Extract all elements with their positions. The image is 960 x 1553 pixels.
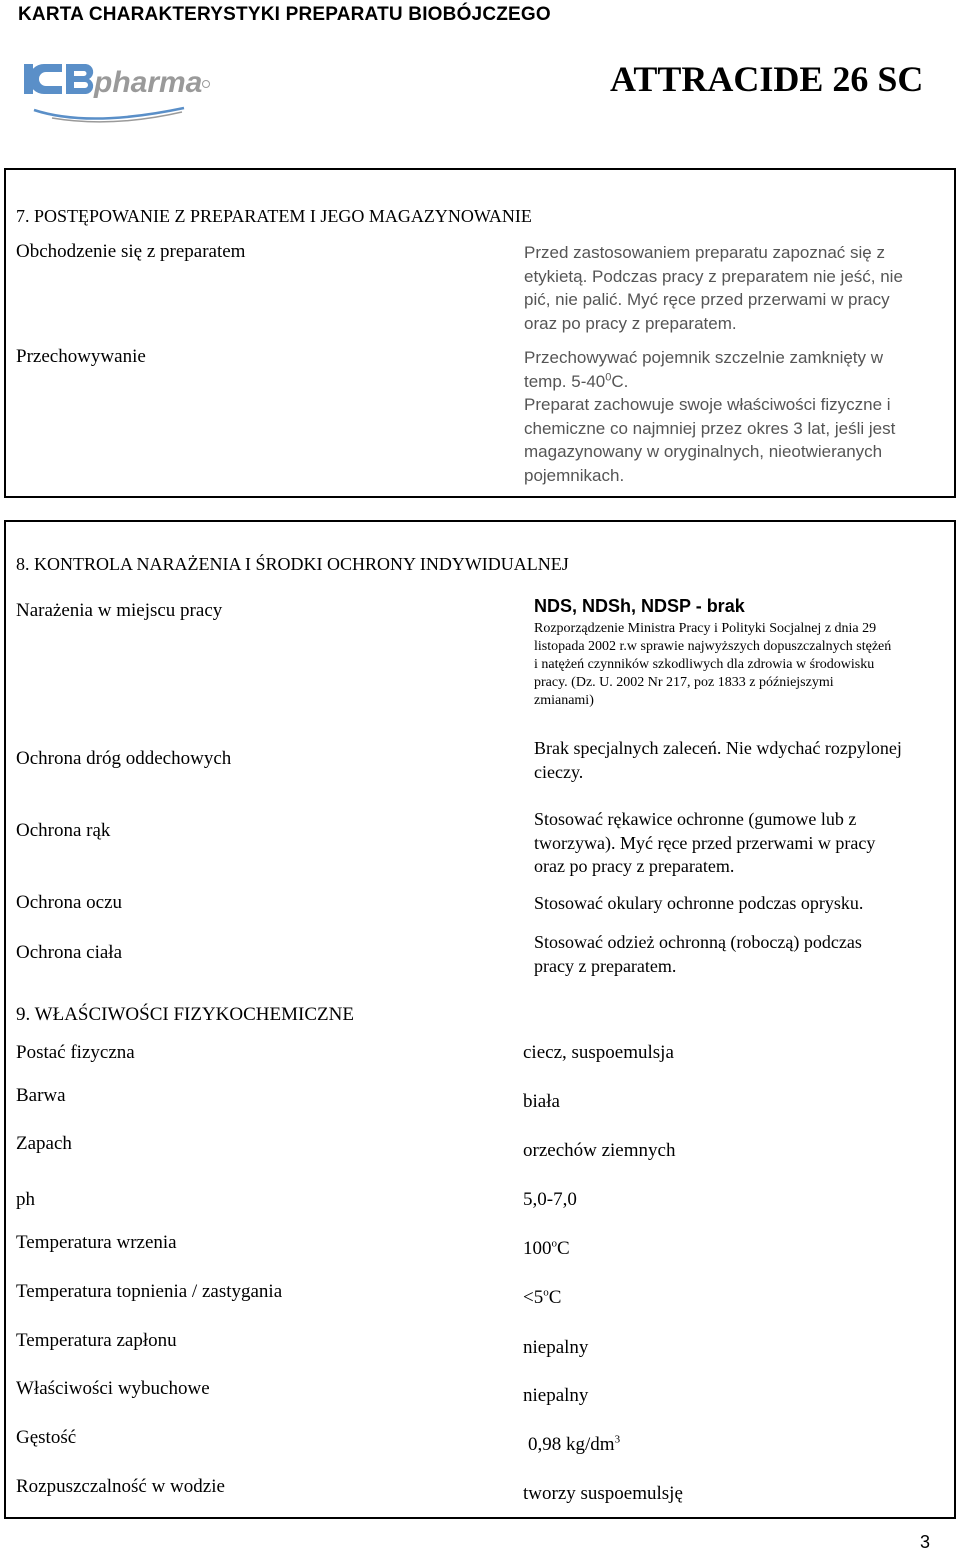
company-logo xyxy=(22,50,222,130)
respiratory-protection-label: Ochrona dróg oddechowych xyxy=(16,748,232,769)
section-9-title: 9. WŁAŚCIWOŚCI FIZYKOCHEMICZNE xyxy=(16,1004,354,1025)
svg-text:pharma: pharma xyxy=(94,66,203,99)
section-7-title: 7. POSTĘPOWANIE Z PREPARATEM I JEGO MAGAZYNOWANIE xyxy=(16,206,532,226)
prop-value-flash: niepalny xyxy=(523,1337,589,1358)
prop-value-explosive: niepalny xyxy=(523,1385,589,1406)
eye-protection-text: Stosować okulary ochronne podczas oprysku. xyxy=(534,893,864,913)
prop-label-form: Postać fizyczna xyxy=(16,1042,135,1063)
exposure-label: Narażenia w miejscu pracy xyxy=(16,600,223,621)
prop-value-odor: orzechów ziemnych xyxy=(523,1140,676,1161)
prop-label-ph: ph xyxy=(16,1189,35,1210)
handling-label: Obchodzenie się z preparatem xyxy=(16,241,246,262)
hand-protection-text: Stosować rękawice ochronne (gumowe lub z tworzywa). Myć ręce przed przerwami w pracy oraz po pracy z preparatem. xyxy=(534,809,876,876)
prop-value-form: ciecz, suspoemulsja xyxy=(523,1042,674,1063)
respiratory-protection-text: Brak specjalnych zaleceń. Nie wdychać rozpylonej cieczy. xyxy=(534,738,902,782)
prop-label-explosive: Właściwości wybuchowe xyxy=(16,1378,210,1399)
prop-label-boiling: Temperatura wrzenia xyxy=(16,1232,177,1253)
body-protection-text: Stosować odzież ochronną (roboczą) podczas pracy z preparatem. xyxy=(534,932,862,976)
handling-text: Przed zastosowaniem preparatu zapoznać się z etykietą. Podczas pracy z preparatem nie jeść, nie pić, nie palić. Myć ręce przed przerwami w pracy oraz po pracy z preparatem. xyxy=(524,243,903,333)
prop-label-color: Barwa xyxy=(16,1085,66,1106)
product-name: ATTRACIDE 26 SC xyxy=(610,59,924,99)
body-protection-label: Ochrona ciała xyxy=(16,942,123,963)
prop-label-odor: Zapach xyxy=(16,1133,72,1154)
document-title: KARTA CHARAKTERYSTYKI PREPARATU BIOBÓJCZEGO xyxy=(18,4,551,25)
page-number: 3 xyxy=(919,1532,930,1552)
prop-value-solubility: tworzy suspoemulsję xyxy=(523,1483,683,1504)
prop-value-ph: 5,0-7,0 xyxy=(523,1189,577,1210)
eye-protection-label: Ochrona oczu xyxy=(16,892,123,913)
prop-value-density: 0,98 $kg/dm^3$ xyxy=(528,1433,621,1455)
prop-value-color: biała xyxy=(523,1091,560,1112)
storage-label: Przechowywanie xyxy=(16,346,146,367)
storage-text: Przechowywać pojemnik szczelnie zamknięty w temp. $5-40^0C$. Preparat zachowuje swoje właściwości fizyczne i chemiczne co najmniej przez okres 3 lat, jeśli jest magazynowany w oryginalnych, nieotwieranych pojemnikach. xyxy=(524,348,896,485)
prop-value-melting: $<5^oC$ xyxy=(523,1286,562,1308)
exposure-note: Rozporządzenie Ministra Pracy i Polityki Socjalnej z dnia 29 listopada 2002 r.w sprawie najwyższych dopuszczalnych stężeń i natężeń czynników szkodliwych dla zdrowia w środowisku pracy. (Dz. U. 2002 Nr 217, poz 1833 z późniejszymi zmianami) xyxy=(534,621,892,708)
exposure-value: NDS, NDSh, NDSP - brak xyxy=(534,596,745,616)
prop-value-boiling: 100$^o$C xyxy=(523,1237,570,1259)
prop-label-flash: Temperatura zapłonu xyxy=(16,1330,177,1351)
prop-label-melting: Temperatura topnienia / zastygania xyxy=(16,1281,283,1302)
section-8-title: 8. KONTROLA NARAŻENIA I ŚRODKI OCHRONY INDYWIDUALNEJ xyxy=(16,554,569,574)
prop-label-density: Gęstość xyxy=(16,1427,77,1448)
hand-protection-label: Ochrona rąk xyxy=(16,820,111,841)
prop-label-solubility: Rozpuszczalność w wodzie xyxy=(16,1476,225,1497)
